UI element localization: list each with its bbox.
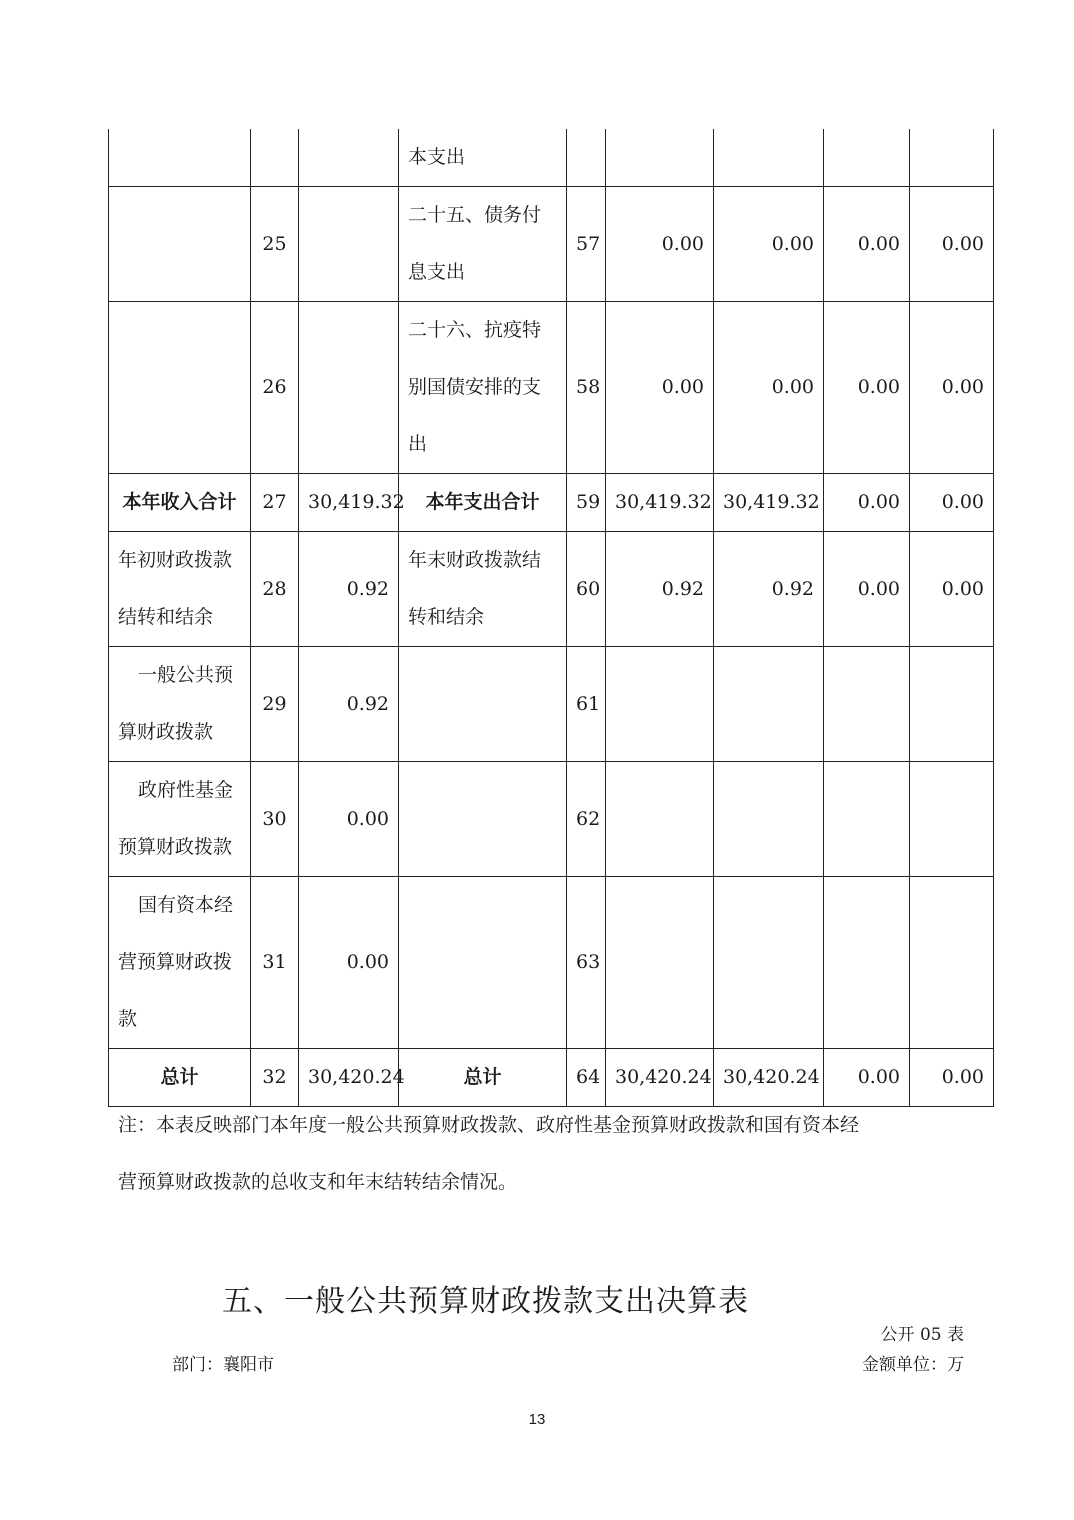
expense-amount-col-1: 0.00 (606, 302, 714, 474)
income-row-number: 30 (251, 762, 299, 877)
expense-amount-col-2 (714, 877, 824, 1049)
expense-amount-col-1: 30,419.32 (606, 474, 714, 532)
income-amount: 30,419.32 (299, 474, 399, 532)
expense-item-label: 二十六、抗疫特别国债安排的支出 (399, 302, 567, 474)
table-row (109, 474, 994, 532)
income-row-number (251, 129, 299, 187)
income-row-number: 28 (251, 532, 299, 647)
expense-row-number: 60 (567, 532, 606, 647)
expense-amount-col-1 (606, 129, 714, 187)
expense-amount-col-3: 0.00 (824, 302, 910, 474)
expense-amount-col-2: 30,420.24 (714, 1049, 824, 1107)
income-row-number: 32 (251, 1049, 299, 1107)
expense-amount-col-3: 0.00 (824, 474, 910, 532)
amount-unit-label: 金额单位：万 (862, 1355, 964, 1375)
expense-amount-col-4: 0.00 (910, 302, 994, 474)
department-label: 部门：襄阳市 (172, 1355, 274, 1375)
expense-amount-col-1 (606, 762, 714, 877)
expense-amount-col-2 (714, 762, 824, 877)
income-item-label: 国有资本经营预算财政拨款 (109, 877, 251, 1049)
section-title: 五、一般公共预算财政拨款支出决算表 (222, 1284, 749, 1319)
table-note-line-1: 注：本表反映部门本年度一般公共预算财政拨款、政府性基金预算财政拨款和国有资本经 (118, 1114, 860, 1136)
income-amount (299, 302, 399, 474)
table-note-line-2: 营预算财政拨款的总收支和年末结转结余情况。 (118, 1171, 518, 1193)
expense-item-label (399, 877, 567, 1049)
expense-amount-col-4 (910, 129, 994, 187)
expense-amount-col-1: 0.00 (606, 187, 714, 302)
income-item-label (109, 302, 251, 474)
form-code: 公开 05 表 (880, 1325, 964, 1345)
expense-amount-col-1 (606, 647, 714, 762)
expense-item-label (399, 762, 567, 877)
income-amount (299, 129, 399, 187)
financial-table (108, 129, 994, 1107)
expense-row-number: 61 (567, 647, 606, 762)
income-item-label (109, 187, 251, 302)
income-amount: 30,420.24 (299, 1049, 399, 1107)
income-item-label: 政府性基金预算财政拨款 (109, 762, 251, 877)
table-row (109, 877, 994, 1049)
expense-item-label: 总计 (399, 1049, 567, 1107)
expense-amount-col-2: 0.00 (714, 187, 824, 302)
expense-amount-col-2: 0.92 (714, 532, 824, 647)
income-row-number: 27 (251, 474, 299, 532)
expense-amount-col-4: 0.00 (910, 474, 994, 532)
expense-amount-col-3: 0.00 (824, 1049, 910, 1107)
expense-amount-col-4 (910, 647, 994, 762)
income-item-label: 一般公共预算财政拨款 (109, 647, 251, 762)
table-row (109, 187, 994, 302)
table-row (109, 302, 994, 474)
expense-amount-col-2: 0.00 (714, 302, 824, 474)
table-row (109, 129, 994, 187)
table-row (109, 532, 994, 647)
income-row-number: 29 (251, 647, 299, 762)
income-row-number: 25 (251, 187, 299, 302)
expense-item-label: 本年支出合计 (399, 474, 567, 532)
expense-amount-col-2: 30,419.32 (714, 474, 824, 532)
income-amount: 0.92 (299, 532, 399, 647)
income-amount (299, 187, 399, 302)
expense-row-number: 57 (567, 187, 606, 302)
expense-amount-col-4: 0.00 (910, 1049, 994, 1107)
income-row-number: 31 (251, 877, 299, 1049)
expense-amount-col-3 (824, 762, 910, 877)
expense-item-label (399, 647, 567, 762)
expense-amount-col-3 (824, 877, 910, 1049)
expense-amount-col-3 (824, 129, 910, 187)
expense-item-label: 年末财政拨款结转和结余 (399, 532, 567, 647)
expense-amount-col-1: 30,420.24 (606, 1049, 714, 1107)
table-row (109, 647, 994, 762)
expense-amount-col-4: 0.00 (910, 187, 994, 302)
expense-row-number: 62 (567, 762, 606, 877)
expense-row-number: 64 (567, 1049, 606, 1107)
income-item-label (109, 129, 251, 187)
expense-row-number (567, 129, 606, 187)
income-item-label: 总计 (109, 1049, 251, 1107)
expense-item-label: 二十五、债务付息支出 (399, 187, 567, 302)
expense-row-number: 59 (567, 474, 606, 532)
table-row (109, 762, 994, 877)
income-row-number: 26 (251, 302, 299, 474)
expense-amount-col-1 (606, 877, 714, 1049)
expense-amount-col-3: 0.00 (824, 187, 910, 302)
income-amount: 0.00 (299, 877, 399, 1049)
expense-amount-col-3: 0.00 (824, 532, 910, 647)
income-item-label: 年初财政拨款结转和结余 (109, 532, 251, 647)
income-item-label: 本年收入合计 (109, 474, 251, 532)
income-amount: 0.00 (299, 762, 399, 877)
income-amount: 0.92 (299, 647, 399, 762)
expense-amount-col-2 (714, 129, 824, 187)
expense-amount-col-2 (714, 647, 824, 762)
expense-amount-col-3 (824, 647, 910, 762)
expense-row-number: 63 (567, 877, 606, 1049)
page-number: 13 (528, 1411, 546, 1428)
expense-amount-col-4: 0.00 (910, 532, 994, 647)
expense-amount-col-4 (910, 762, 994, 877)
expense-amount-col-4 (910, 877, 994, 1049)
expense-item-label: 本支出 (399, 129, 567, 187)
expense-amount-col-1: 0.92 (606, 532, 714, 647)
expense-row-number: 58 (567, 302, 606, 474)
